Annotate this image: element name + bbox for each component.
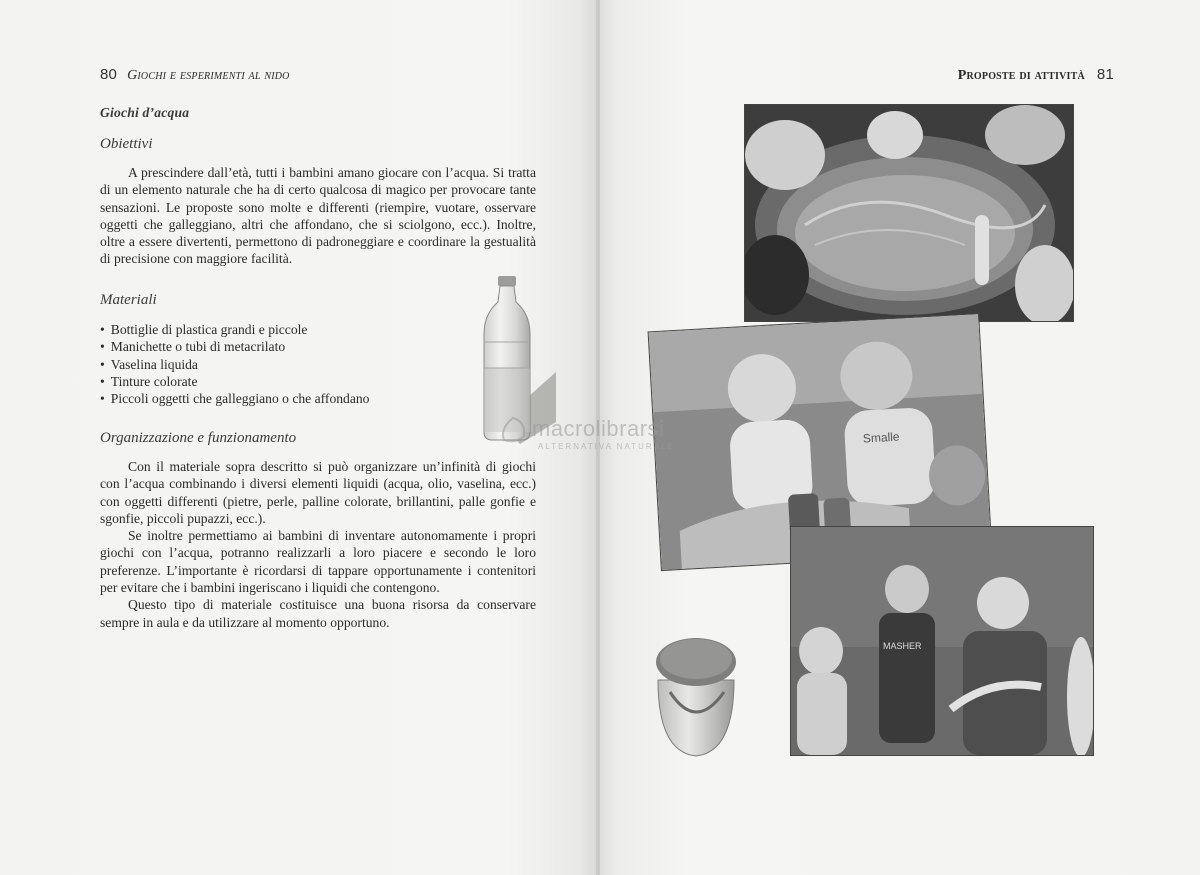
list-item: • Manichette o tubi di metacrilato bbox=[100, 338, 369, 355]
watermark-tagline: ALTERNATIVA NATURALE bbox=[538, 442, 675, 451]
watermark bbox=[498, 416, 675, 451]
right-running-title: Proposte di attività bbox=[957, 68, 1085, 83]
organization-heading: Organizzazione e funzionamento bbox=[100, 430, 297, 446]
list-item: • Piccoli oggetti che galleggiano o che affondano bbox=[100, 390, 369, 407]
organization-paragraph: Questo tipo di materiale costituisce una buona risorsa da conservare sempre in aula e da utilizzare al momento opportuno. bbox=[100, 597, 536, 630]
section-title: Giochi d’acqua bbox=[100, 105, 190, 120]
jar-image bbox=[650, 632, 742, 762]
leaf-logo-icon bbox=[498, 416, 528, 446]
materials-list bbox=[100, 321, 369, 407]
photo-toddlers-with-tubes bbox=[790, 526, 1094, 756]
materials-heading: Materiali bbox=[100, 292, 157, 308]
baby-shirt-print: Smalle bbox=[862, 429, 900, 446]
organization-paragraph: Se inoltre permettiamo ai bambini di inventare autonomamente i propri giochi con l’acqua, potranno realizzarli a loro piacere e secondo le loro preferenze. L’importante è ricordarsi di tappare opportunamente i contenitori per evitare che i bambini ingeriscano i liquidi che contengono. bbox=[100, 528, 536, 596]
left-running-title: Giochi e esperimenti al nido bbox=[127, 68, 290, 83]
objectives-paragraph: A prescindere dall’età, tutti i bambini amano giocare con l’acqua. Si tratta di un elemento naturale che ha di certo qualcosa di magico per provocare tante sensazioni. Le proposte sono molte e differenti (riempire, vuotare, osservare oggetti che galleggiano, altri che affondano, che si sciolgono, ecc.). Inoltre, oltre a essere divertenti, permettono di padroneggiare e coordinare la gestualità di precisione con maggiore facilità. bbox=[100, 165, 536, 267]
left-running-header bbox=[100, 66, 290, 84]
right-running-header bbox=[958, 66, 1114, 84]
toddler-shirt-print: MASHER bbox=[883, 641, 922, 651]
photo-water-tub bbox=[744, 104, 1074, 322]
organization-text bbox=[100, 458, 536, 631]
organization-paragraph: Con il materiale sopra descritto si può organizzare un’infinità di giochi con l’acqua combinando i diversi elementi liquidi (acqua, olio, vaselina, ecc.) con oggetti differenti (pietre, perle, palline colorate, brillantini, palle gonfie e sgonfie, piccoli pupazzi, ecc.). bbox=[100, 459, 536, 526]
watermark-name: macrolibrarsi bbox=[532, 416, 665, 441]
list-item: • Bottiglie di plastica grandi e piccole bbox=[100, 321, 369, 338]
list-item: • Tinture colorate bbox=[100, 373, 369, 390]
list-item: • Vaselina liquida bbox=[100, 356, 369, 373]
left-page-number: 80 bbox=[100, 66, 118, 83]
right-page-number: 81 bbox=[1096, 66, 1114, 83]
objectives-heading: Obiettivi bbox=[100, 136, 153, 152]
